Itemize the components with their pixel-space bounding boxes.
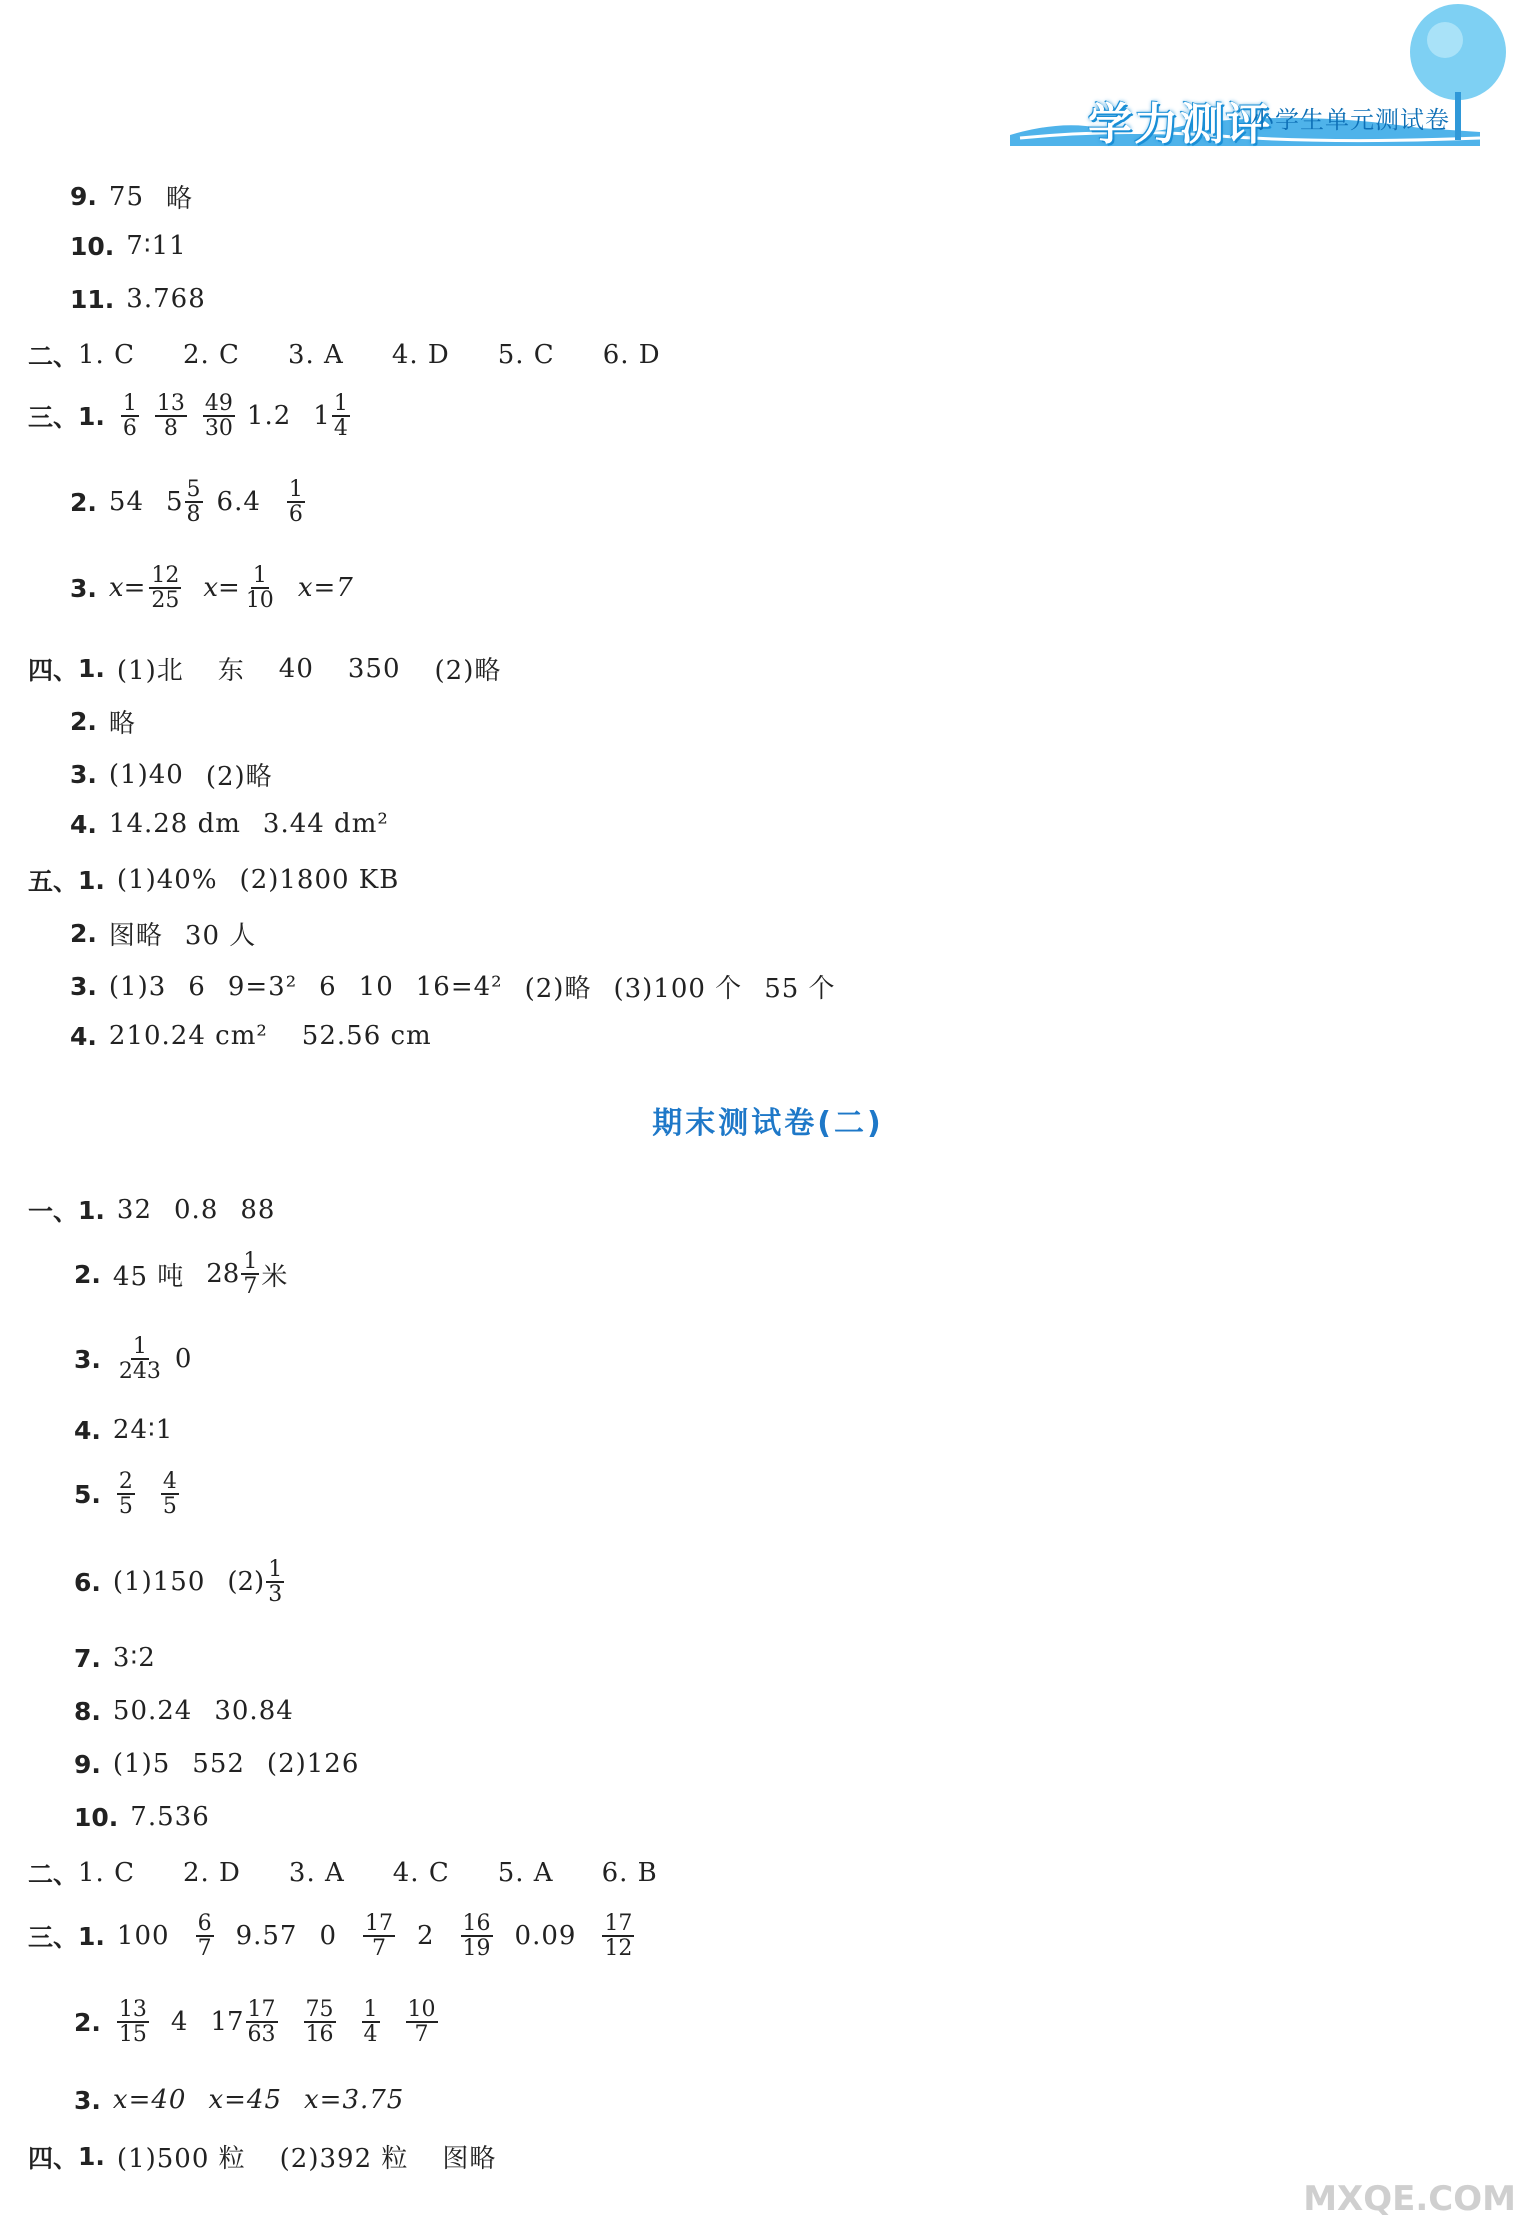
equation-lhs: x= <box>108 573 146 604</box>
answer-line <box>70 756 295 793</box>
section-number: 三、 <box>28 1923 79 1953</box>
mixed-number: 1 $\frac{1}{4}$ <box>313 391 348 442</box>
fraction: $\frac{16}{19}$ <box>462 1911 491 1962</box>
answer-value: 3.768 <box>126 284 206 314</box>
choice-answer: 4. D <box>391 340 450 370</box>
fraction: $\frac{1}{6}$ <box>288 477 303 528</box>
answer-value: 350 <box>347 653 401 684</box>
answer-value: (2)392 粒 <box>279 2144 409 2174</box>
answer-value: (1)150 <box>112 1567 206 1598</box>
fraction: $\frac{2}{5}$ <box>118 1469 133 1520</box>
section-title: 期末测试卷(二) <box>652 1106 884 1141</box>
answer-line <box>70 178 215 215</box>
fraction: $\frac{49}{30}$ <box>204 391 233 442</box>
answer-value: 7.536 <box>130 1802 210 1832</box>
answer-value: 52.56 cm <box>301 1021 432 1051</box>
fraction: $\frac{75}{16}$ <box>305 1997 334 2048</box>
answer-value: 50.24 <box>112 1696 193 1726</box>
fraction: $\frac{1}{10}$ <box>245 563 274 614</box>
answer-value: 210.24 cm² <box>108 1021 268 1051</box>
answer-line <box>70 478 317 526</box>
item-number: 3. <box>74 1344 101 1374</box>
choice-answer: 3. A <box>288 1858 345 1888</box>
answer-line <box>70 564 376 612</box>
choice-answer: 5. A <box>497 1858 554 1888</box>
answer-value: (1)40 <box>108 759 184 790</box>
answer-line <box>70 284 228 314</box>
section-number: 四、 <box>28 2143 79 2173</box>
answer-line <box>70 231 209 261</box>
section-number: 四、 <box>28 655 79 685</box>
item-number: 3. <box>70 972 97 1001</box>
item-number: 1. <box>78 1195 105 1225</box>
answer-value: 14.28 dm <box>108 809 241 839</box>
item-number: 2. <box>74 2007 101 2037</box>
answer-value: 100 <box>116 1921 170 1952</box>
item-number: 2. <box>70 707 97 736</box>
fraction: $\frac{1}{6}$ <box>122 391 137 442</box>
answer-value: 图略 <box>442 2144 497 2174</box>
item-number: 10. <box>70 231 115 261</box>
equation: x=7 <box>297 573 354 604</box>
choice-answer: 5. C <box>497 340 555 370</box>
answer-value: 16=4² <box>415 971 503 1002</box>
item-number: 7. <box>74 1643 101 1673</box>
mixed-number: 28 $\frac{1}{7}$ <box>206 1249 258 1300</box>
answer-line <box>28 1912 646 1960</box>
section-number: 三、 <box>28 403 79 433</box>
mixed-number: 17 $\frac{17}{63}$ <box>210 1997 276 2048</box>
fraction: $\frac{1}{243}$ <box>118 1334 161 1385</box>
item-number: 4. <box>74 1415 101 1445</box>
item-number: 6. <box>74 1567 101 1597</box>
answer-value: 10 <box>358 971 394 1002</box>
answer-value: 55 个 <box>764 974 836 1004</box>
page-header <box>1000 0 1510 150</box>
item-number: 2. <box>74 1259 101 1289</box>
answer-value: 0 <box>319 1921 337 1952</box>
answer-line <box>70 1021 454 1051</box>
answer-value: 略 <box>166 184 194 214</box>
answer-line <box>74 1696 316 1726</box>
equation: x=40 <box>112 2085 187 2115</box>
answer-value: (3)100 个 <box>613 974 743 1004</box>
answer-value: 40 <box>278 653 314 684</box>
brand-subtitle: 小学生单元测试卷 <box>1250 106 1450 134</box>
item-number: 1. <box>78 865 105 895</box>
watermark: MXQE.COM <box>1303 2179 1516 2219</box>
item-number: 2. <box>70 919 97 948</box>
answer-value: 6.4 <box>216 487 261 518</box>
answer-value: 东 <box>217 656 245 686</box>
answer-line <box>74 1335 214 1383</box>
fraction: $\frac{1}{3}$ <box>268 1557 283 1608</box>
answer-value: (1)500 粒 <box>116 2144 246 2174</box>
answer-value: 0.09 <box>514 1921 577 1952</box>
answer-value: 30 人 <box>184 921 257 951</box>
answer-line <box>28 392 364 440</box>
item-number: 10. <box>74 1802 119 1832</box>
item-number: 3. <box>70 573 97 603</box>
answer-value: 4 <box>170 2007 189 2038</box>
item-number: 1. <box>78 1921 105 1951</box>
answer-line-choices <box>28 337 683 373</box>
choice-answer: 4. C <box>392 1858 450 1888</box>
item-number: 1. <box>78 654 105 683</box>
fraction: $\frac{17}{12}$ <box>604 1911 633 1962</box>
answer-value: (2)略 <box>434 656 502 686</box>
answer-value: 2 <box>417 1921 435 1952</box>
choice-answer: 1. C <box>78 340 135 370</box>
answer-value: 32 <box>116 1195 153 1225</box>
answer-value: 54 <box>108 487 144 518</box>
equation: x=45 <box>208 2085 282 2115</box>
answer-line <box>70 915 278 952</box>
fraction: $\frac{1}{4}$ <box>363 1997 378 2048</box>
answer-value: 24∶1 <box>112 1415 174 1445</box>
answer-value: 6 <box>188 971 206 1002</box>
section-number: 五、 <box>28 867 79 896</box>
item-number: 2. <box>70 487 97 517</box>
answer-value: (2)略 <box>205 762 273 792</box>
fraction: $\frac{6}{7}$ <box>197 1911 212 1962</box>
item-number: 9. <box>74 1749 101 1779</box>
item-number: 4. <box>70 1021 97 1051</box>
answer-line <box>74 1749 381 1779</box>
answer-line <box>74 1802 232 1832</box>
answer-value: (2)126 <box>266 1749 360 1779</box>
choice-answer: 6. B <box>601 1858 658 1888</box>
item-number: 9. <box>70 182 97 211</box>
choice-answer: 2. D <box>182 1858 241 1888</box>
answer-value: 0 <box>174 1344 193 1375</box>
answer-value: 3∶2 <box>112 1643 156 1673</box>
unit-label: 米 <box>261 1261 289 1292</box>
section-number: 一、 <box>28 1197 79 1226</box>
answer-value: (2)1800 KB <box>239 865 400 895</box>
item-number: 3. <box>74 2085 101 2115</box>
answer-line <box>28 2138 518 2175</box>
answer-value: 88 <box>240 1195 276 1225</box>
choice-answer: 2. C <box>182 340 240 370</box>
item-number: 11. <box>70 284 115 314</box>
answer-line <box>74 1415 195 1445</box>
answer-value: (1)40% <box>116 865 218 895</box>
item-number: 8. <box>74 1696 101 1726</box>
answer-value: 3.44 dm² <box>262 809 389 839</box>
item-number: 3. <box>70 760 97 789</box>
fraction: $\frac{13}{8}$ <box>156 391 185 442</box>
answer-value: (2)略 <box>524 974 592 1004</box>
answer-line <box>74 1558 296 1606</box>
choice-answer: 1. C <box>78 1858 135 1888</box>
answer-value: 6 <box>319 971 337 1002</box>
answer-line <box>74 1250 310 1298</box>
answer-value: 0.8 <box>174 1195 219 1225</box>
answer-value: (1)北 <box>116 656 184 686</box>
answer-value: 9=3² <box>227 971 298 1002</box>
section-number: 二、 <box>28 342 79 371</box>
answer-value: (1)5 <box>112 1749 171 1779</box>
answer-line <box>70 968 858 1005</box>
equation-lhs: x= <box>203 573 240 604</box>
brand-logo-text: 学力测评 <box>1088 99 1272 150</box>
answer-value: 9.57 <box>235 1921 298 1952</box>
answer-line <box>70 703 158 740</box>
answer-value: 略 <box>108 709 136 739</box>
answer-value: 30.84 <box>214 1696 294 1726</box>
fraction: $\frac{12}{25}$ <box>151 563 180 614</box>
answer-line <box>28 1192 297 1228</box>
item-number: 1. <box>78 401 105 431</box>
answer-line <box>74 1998 450 2046</box>
answer-value: 75 <box>108 181 144 212</box>
item-number: 4. <box>70 809 97 839</box>
answer-line <box>74 1470 191 1518</box>
answer-value: (1)3 <box>108 971 167 1002</box>
answer-value: 图略 <box>108 921 163 951</box>
answer-line <box>28 862 421 898</box>
item-number: 1. <box>78 2142 105 2171</box>
fraction: $\frac{4}{5}$ <box>162 1469 177 1520</box>
choice-answer: 6. D <box>602 340 661 370</box>
answer-line <box>74 2085 426 2115</box>
answer-line <box>70 809 411 839</box>
choice-answer: 3. A <box>287 340 344 370</box>
answer-value: 45 吨 <box>112 1261 185 1292</box>
fraction: $\frac{17}{7}$ <box>365 1911 393 1962</box>
equation: x=3.75 <box>304 2085 405 2115</box>
mixed-number: 5 $\frac{5}{8}$ <box>166 477 201 528</box>
answer-value: (2) <box>227 1567 265 1598</box>
answer-value: 1.2 <box>246 401 292 432</box>
answer-line-choices <box>28 1855 680 1891</box>
answer-line <box>28 650 523 687</box>
fraction: $\frac{13}{15}$ <box>118 1997 147 2048</box>
item-number: 5. <box>74 1479 101 1509</box>
answer-value: 552 <box>192 1749 245 1779</box>
answer-value: 7∶11 <box>126 231 187 261</box>
answer-line <box>74 1643 178 1673</box>
section-number: 二、 <box>28 1860 79 1889</box>
fraction: $\frac{10}{7}$ <box>407 1997 436 2048</box>
